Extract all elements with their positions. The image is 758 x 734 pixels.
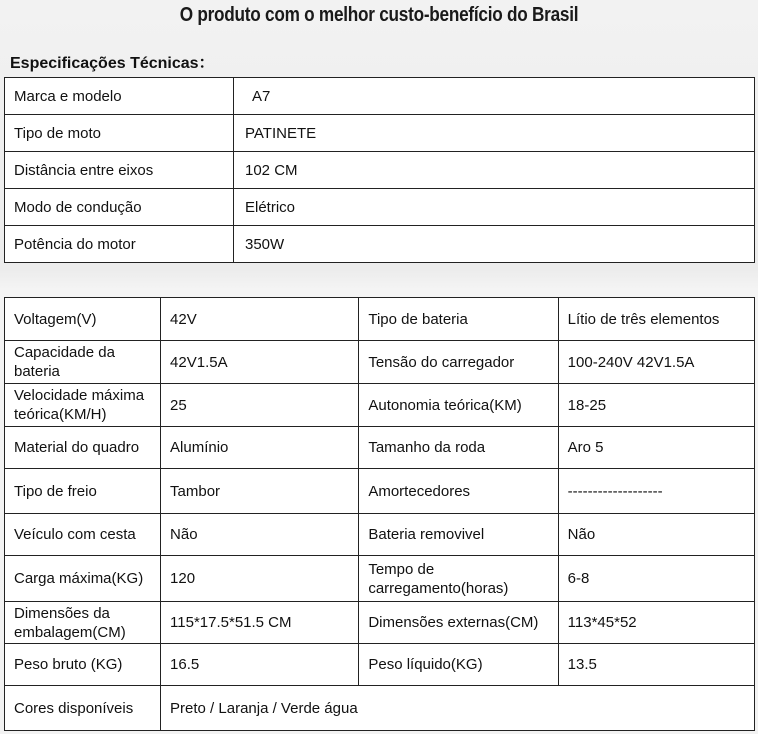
spec-value: 6-8 (558, 556, 754, 602)
spec-label: Tensão do carregador (359, 341, 558, 384)
table-row (5, 644, 755, 686)
spec-label: Tipo de moto (5, 115, 234, 152)
spec-value: 18-25 (558, 384, 754, 427)
table-row (5, 602, 755, 644)
spec-value: 25 (161, 384, 359, 427)
spec-value: 42V1.5A (161, 341, 359, 384)
spec-label: Dimensões da embalagem(CM) (5, 602, 161, 644)
spec-value: ------------------- (558, 469, 754, 514)
table-row (5, 341, 755, 384)
spec-label: Capacidade da bateria (5, 341, 161, 384)
spec-value: Lítio de três elementos (558, 298, 754, 341)
spec-value: Não (558, 514, 754, 556)
spec-value: Elétrico (234, 189, 755, 226)
spec-label: Veículo com cesta (5, 514, 161, 556)
table-row (5, 427, 755, 469)
spec-label: Velocidade máxima teórica(KM/H) (5, 384, 161, 427)
section-title: Especificações Técnicas： (10, 55, 215, 72)
spec-value: 102 CM (234, 152, 755, 189)
spec-label: Voltagem(V) (5, 298, 161, 341)
table-row (5, 78, 755, 115)
spec-label: Tempo de carregamento(horas) (359, 556, 558, 602)
table-row (5, 226, 755, 263)
table-row (5, 152, 755, 189)
spec-label: Distância entre eixos (5, 152, 234, 189)
table-row (5, 514, 755, 556)
spec-value: A7 (234, 78, 755, 115)
spec-label: Amortecedores (359, 469, 558, 514)
table-row (5, 469, 755, 514)
spec-label: Peso bruto (KG) (5, 644, 161, 686)
spec-value: 350W (234, 226, 755, 263)
colors-value: Preto / Laranja / Verde água (161, 686, 755, 731)
table-row (5, 189, 755, 226)
spec-value: 100-240V 42V1.5A (558, 341, 754, 384)
spec-label: Potência do motor (5, 226, 234, 263)
spec-label: Material do quadro (5, 427, 161, 469)
spec-value: PATINETE (234, 115, 755, 152)
spec-value: Alumínio (161, 427, 359, 469)
detail-spec-table (4, 297, 755, 731)
spec-label: Tipo de freio (5, 469, 161, 514)
spec-value: Tambor (161, 469, 359, 514)
spec-value: 120 (161, 556, 359, 602)
spec-value: 113*45*52 (558, 602, 754, 644)
spec-label: Autonomia teórica(KM) (359, 384, 558, 427)
spec-label: Tamanho da roda (359, 427, 558, 469)
spec-label: Bateria removivel (359, 514, 558, 556)
spec-value: 16.5 (161, 644, 359, 686)
spec-label: Carga máxima(KG) (5, 556, 161, 602)
table-row (5, 384, 755, 427)
table-row (5, 115, 755, 152)
table-row (5, 686, 755, 731)
spec-label: Marca e modelo (5, 78, 234, 115)
spec-label: Dimensões externas(CM) (359, 602, 558, 644)
spec-label: Modo de condução (5, 189, 234, 226)
spec-value: 42V (161, 298, 359, 341)
headline: O produto com o melhor custo-benefício do Brasil (179, 4, 579, 26)
colors-label: Cores disponíveis (5, 686, 161, 731)
table-row (5, 298, 755, 341)
spec-label: Tipo de bateria (359, 298, 558, 341)
table-row (5, 556, 755, 602)
basic-spec-table (4, 77, 755, 263)
spec-value: 13.5 (558, 644, 754, 686)
spec-label: Peso líquido(KG) (359, 644, 558, 686)
spec-value: 115*17.5*51.5 CM (161, 602, 359, 644)
spec-value: Não (161, 514, 359, 556)
spec-value: Aro 5 (558, 427, 754, 469)
